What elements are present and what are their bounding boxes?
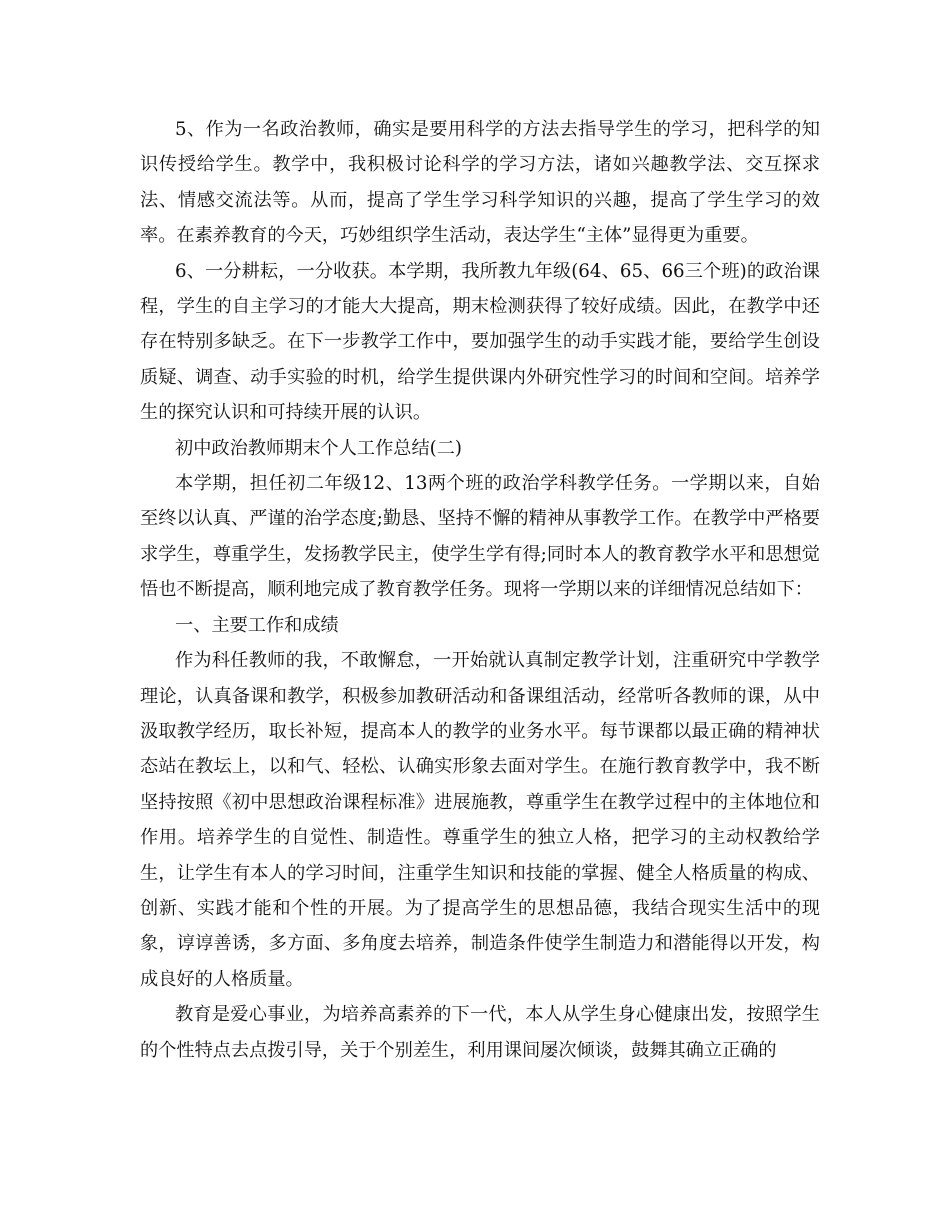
paragraph-item-5: 5、作为一名政治教师，确实是要用科学的方法去指导学生的学习，把科学的知识传授给学生。教学中，我积极讨论科学的学习方法，诸如兴趣教学法、交互探求法、情感交流法等。从而，提高了学生学习科学知识的兴趣，提高了学生学习的效率。在素养教育的今天，巧妙组织学生活动，表达学生“主体”显得更为重要。 — [140, 119, 820, 247]
paragraph-item-6: 6、一分耕耘，一分收获。本学期，我所教九年级(64、65、66三个班)的政治课程，学生的自主学习的才能大大提高，期末检测获得了较好成绩。因此，在教学中还存在特别多缺乏。在下一步教学工作中，要加强学生的动手实践才能，要给学生创设质疑、调查、动手实验的时机，给学生提供课内外研究性学习的时间和空间。培养学生的探究认识和可持续开展的认识。 — [140, 260, 820, 424]
section-heading: 一、主要工作和成绩 — [175, 614, 339, 636]
document-body — [140, 112, 820, 1068]
section-title: 初中政治教师期末个人工作总结(二) — [175, 437, 463, 459]
body-paragraph: 作为科任教师的我，不敢懈怠，一开始就认真制定教学计划，注重研究中学教学理论，认真备课和教学，积极参加教研活动和备课组活动，经常听各教师的课，从中汲取教学经历，取长补短，提高本人的教学的业务水平。每节课都以最正确的精神状态站在教坛上，以和气、轻松、认确实形象去面对学生。在施行教育教学中，我不断坚持按照《初中思想政治课程标准》进展施教，尊重学生在教学过程中的主体地位和作用。培养学生的自觉性、制造性。尊重学生的独立人格，把学习的主动权教给学生，让学生有本人的学习时间，注重学生知识和技能的掌握、健全人格质量的构成、创新、实践才能和个性的开展。为了提高学生的思想品德，我结合现实生活中的现象，谆谆善诱，多方面、多角度去培养，制造条件使学生制造力和潜能得以开发，构成良好的人格质量。 — [140, 650, 820, 990]
body-paragraph: 教育是爱心事业，为培养高素养的下一代，本人从学生身心健康出发，按照学生的个性特点去点拨引导，关于个别差生，利用课间屡次倾谈，鼓舞其确立正确的 — [140, 1004, 820, 1061]
intro-paragraph: 本学期，担任初二年级12、13两个班的政治学科教学任务。一学期以来，自始至终以认真、严谨的治学态度;勤恳、坚持不懈的精神从事教学工作。在教学中严格要求学生，尊重学生，发扬教学民主，使学生学有得;同时本人的教育教学水平和思想觉悟也不断提高，顺利地完成了教育教学任务。现将一学期以来的详细情况总结如下： — [140, 473, 820, 601]
